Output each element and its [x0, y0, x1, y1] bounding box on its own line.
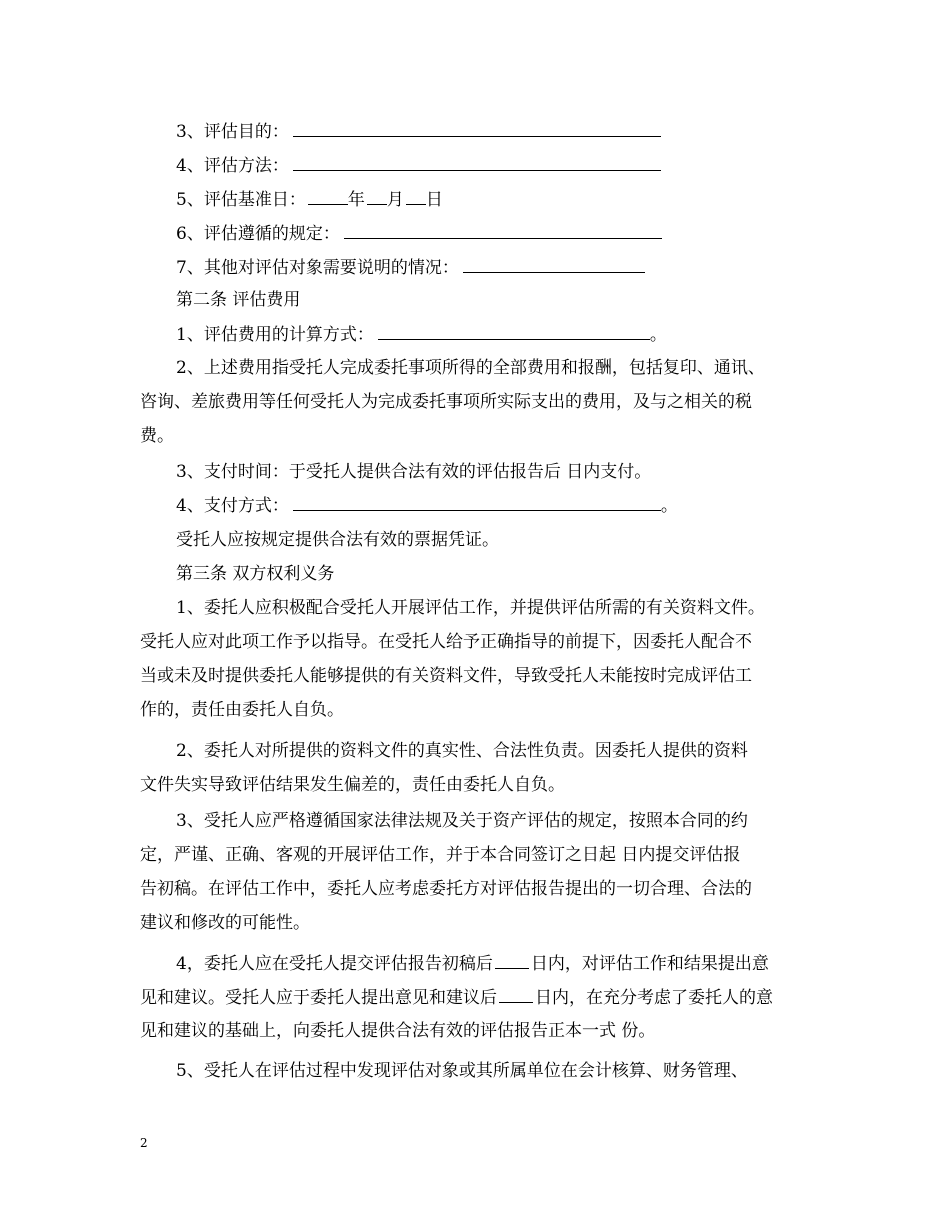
item-base-date: 5、评估基准日： 年 月 日 [176, 182, 443, 217]
clause-4-line-3: 见和建议的基础上，向委托人提供合法有效的评估报告正本一式 份。 [140, 1021, 656, 1041]
payment-method: 4、支付方式： 。 [176, 488, 678, 523]
fill-blank [344, 216, 662, 239]
fill-blank [406, 182, 426, 205]
article-3-title: 第三条 双方权利义务 [176, 564, 335, 584]
item-other: 7、其他对评估对象需要说明的情况： [176, 250, 645, 285]
fill-blank [308, 182, 348, 205]
fill-blank [378, 317, 650, 340]
clause-4-line-1: 4，委托人应在受托人提交评估报告初稿后 日内，对评估工作和结果提出意 [176, 946, 769, 981]
clause-4-line-2: 见和建议。受托人应于委托人提出意见和建议后 日内，在充分考虑了委托人的意 [140, 980, 773, 1015]
fee-paragraph-line-2: 咨询、差旅费用等任何受托人为完成委托事项所实际支出的费用，及与之相关的税 [140, 392, 752, 412]
fee-paragraph-line-3: 费。 [140, 426, 174, 446]
item-method: 4、评估方法： [176, 148, 661, 183]
fill-blank [463, 250, 645, 273]
fee-calculation: 1、评估费用的计算方式： 。 [176, 317, 667, 352]
clause-3-line-3: 告初稿。在评估工作中，委托人应考虑委托方对评估报告提出的一切合理、合法的 [140, 879, 752, 899]
fill-blank [293, 488, 661, 511]
fill-blank [499, 980, 533, 1003]
item-purpose: 3、评估目的： [176, 114, 661, 149]
clause-3-line-4: 建议和修改的可能性。 [140, 913, 310, 933]
clause-1-line-2: 受托人应对此项工作予以指导。在受托人给予正确指导的前提下，因委托人配合不 [140, 632, 752, 652]
fill-blank [293, 114, 661, 137]
clause-3-line-2: 定，严谨、正确、客观的开展评估工作，并于本合同签订之日起 日内提交评估报 [140, 845, 741, 865]
fill-blank [367, 182, 387, 205]
article-2-title: 第二条 评估费用 [176, 290, 301, 310]
item-rules: 6、评估遵循的规定： [176, 216, 662, 251]
clause-3-line-1: 3、受托人应严格遵循国家法律法规及关于资产评估的规定，按照本合同的约 [176, 811, 748, 831]
fill-blank [293, 148, 661, 171]
clause-1-line-4: 作的，责任由委托人自负。 [140, 700, 344, 720]
clause-5-line-1: 5、受托人在评估过程中发现评估对象或其所属单位在会计核算、财务管理、 [176, 1061, 748, 1081]
clause-2-line-2: 文件失实导致评估结果发生偏差的，责任由委托人自负。 [140, 775, 565, 795]
page-number: 2 [140, 1136, 148, 1150]
fill-blank [495, 946, 529, 969]
clause-2-line-1: 2、委托人对所提供的资料文件的真实性、合法性负责。因委托人提供的资料 [176, 741, 748, 761]
invoice-note: 受托人应按规定提供合法有效的票据凭证。 [176, 530, 499, 550]
payment-time: 3、支付时间：于受托人提供合法有效的评估报告后 日内支付。 [176, 462, 652, 482]
fee-paragraph-line-1: 2、上述费用指受托人完成委托事项所得的全部费用和报酬，包括复印、通讯、 [176, 358, 765, 378]
clause-1-line-1: 1、委托人应积极配合受托人开展评估工作，并提供评估所需的有关资料文件。 [176, 598, 765, 618]
clause-1-line-3: 当或未及时提供委托人能够提供的有关资料文件，导致受托人未能按时完成评估工 [140, 666, 752, 686]
